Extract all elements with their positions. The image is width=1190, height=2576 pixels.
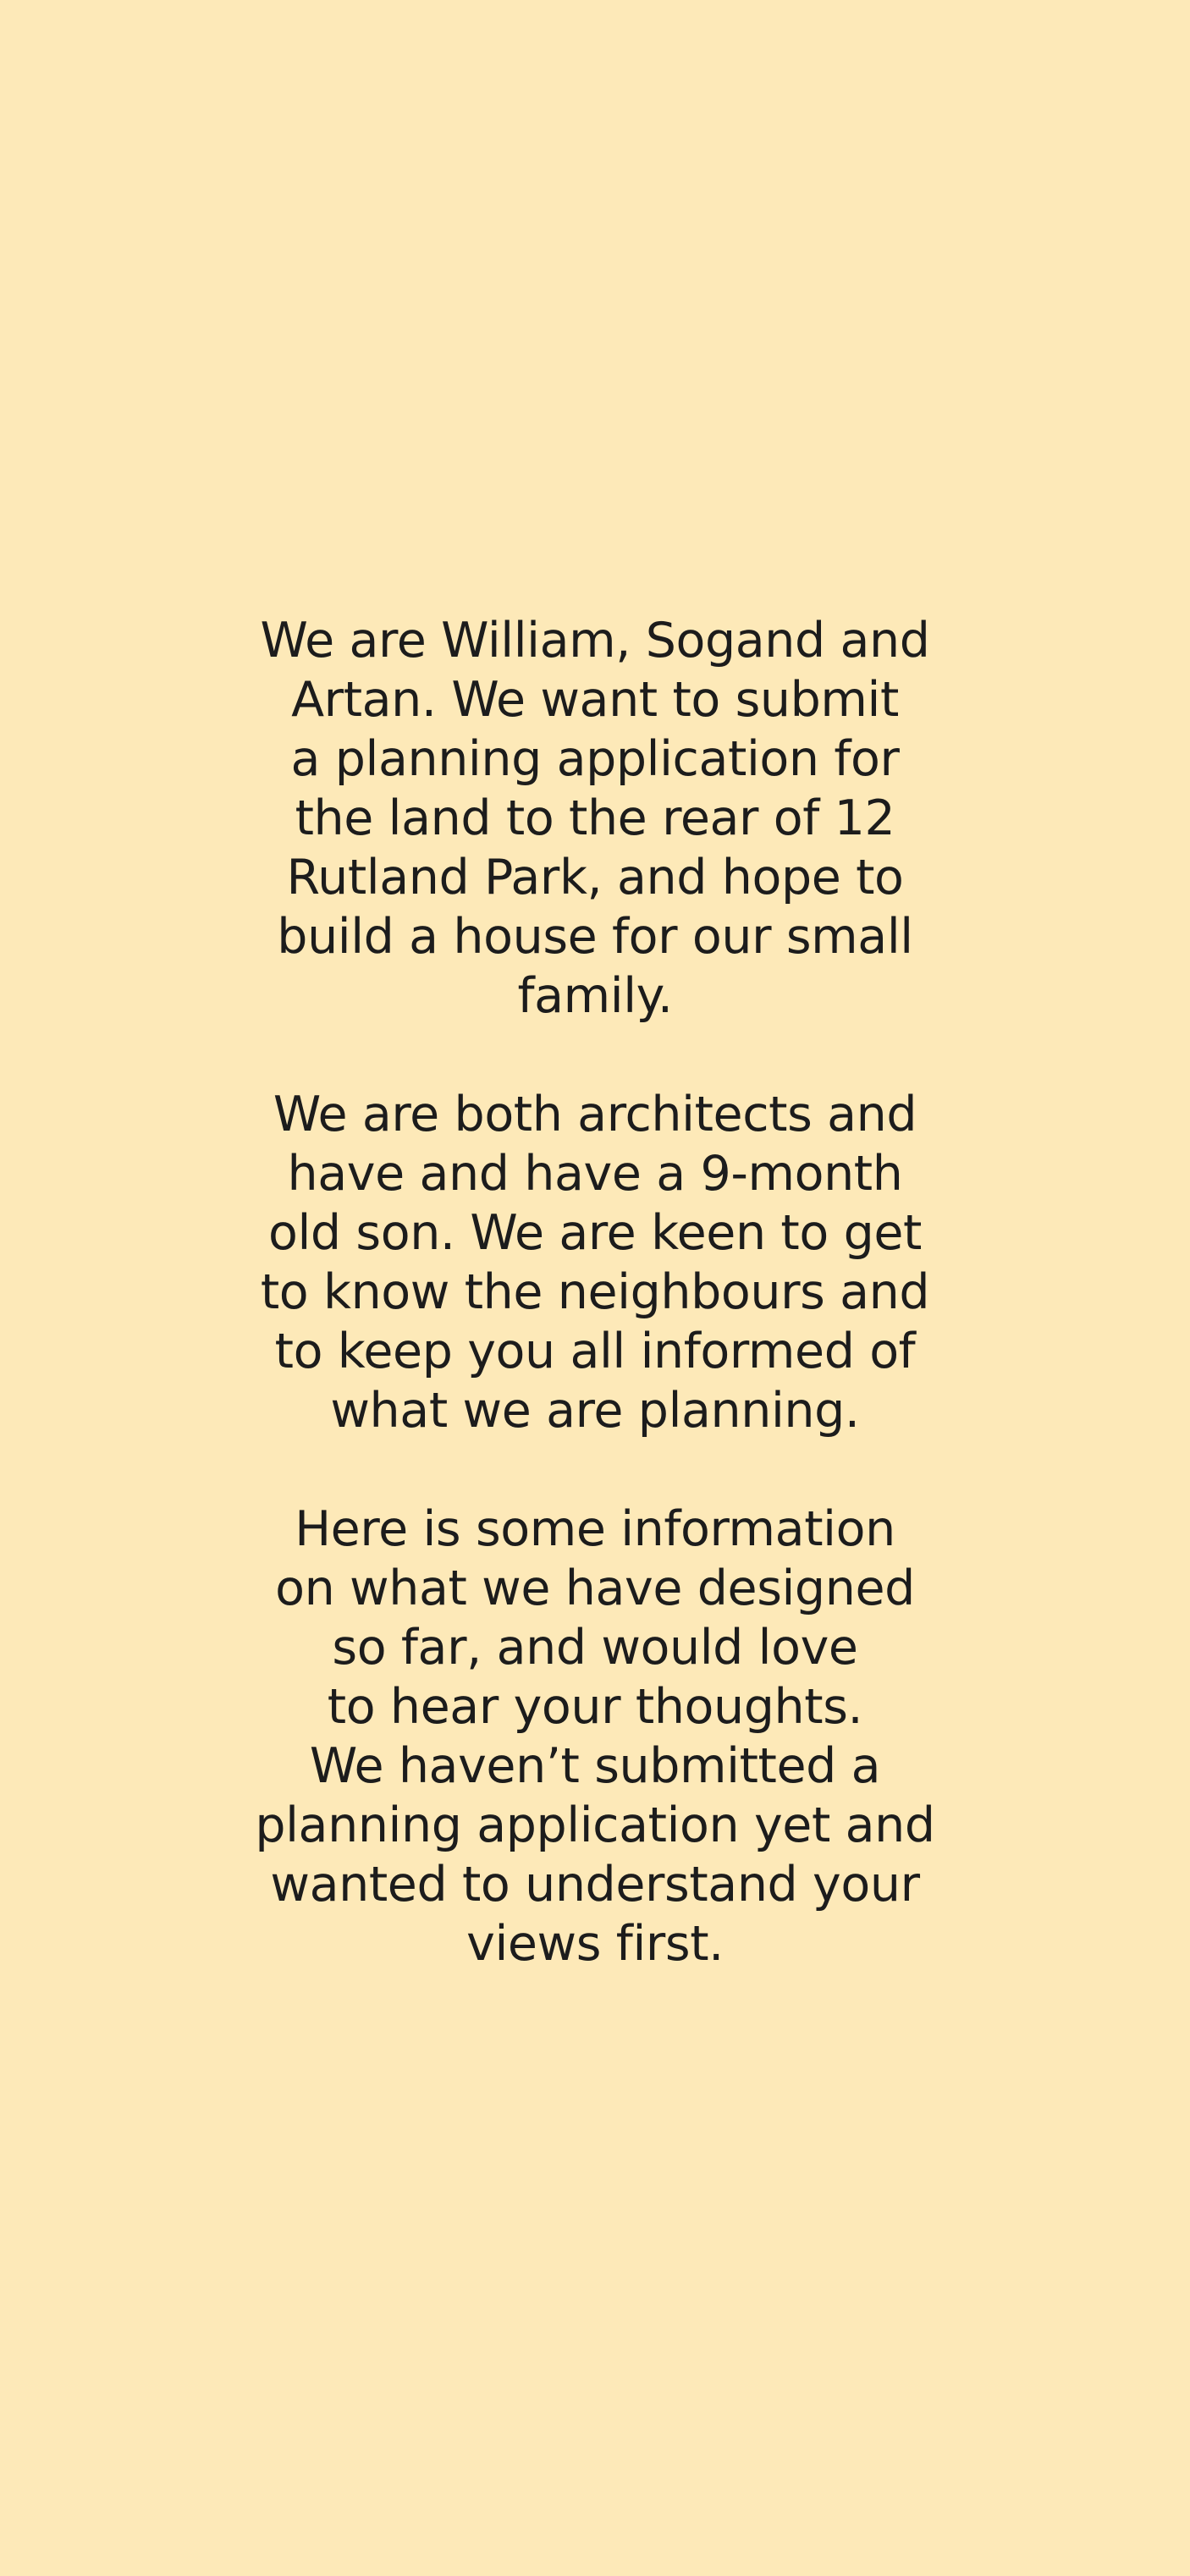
- text-line: build a house for our small: [277, 909, 913, 965]
- text-line: to know the neighbours and: [260, 1264, 930, 1320]
- text-line: to keep you all informed of: [274, 1324, 916, 1379]
- text-line: We are both architects and: [273, 1087, 917, 1142]
- text-line: the land to the rear of 12: [295, 790, 895, 846]
- text-line: Rutland Park, and hope to: [286, 850, 904, 905]
- intro-paragraph-family: [0, 611, 1190, 1026]
- text-line: views first.: [466, 1916, 724, 1972]
- text-line: We haven’t submitted a: [309, 1738, 881, 1794]
- text-line: Here is some information: [295, 1501, 895, 1557]
- text-line: old son. We are keen to get: [268, 1205, 922, 1261]
- text-line: We are William, Sogand and: [260, 613, 930, 669]
- text-line: Artan. We want to submit: [291, 672, 899, 728]
- text-line: planning application yet and: [255, 1797, 935, 1853]
- text-line: have and have a 9-month: [287, 1146, 903, 1202]
- intro-paragraph-information: [0, 1500, 1190, 1973]
- intro-paragraph-architects: [0, 1085, 1190, 1440]
- text-line: to hear your thoughts.: [327, 1679, 863, 1735]
- text-line: so far, and would love: [332, 1620, 858, 1676]
- text-line: wanted to understand your: [270, 1857, 920, 1913]
- intro-text-block: [0, 611, 1190, 1973]
- text-line: what we are planning.: [330, 1383, 860, 1439]
- text-line: family.: [517, 968, 673, 1024]
- text-line: a planning application for: [290, 731, 900, 787]
- text-line: on what we have designed: [275, 1560, 915, 1616]
